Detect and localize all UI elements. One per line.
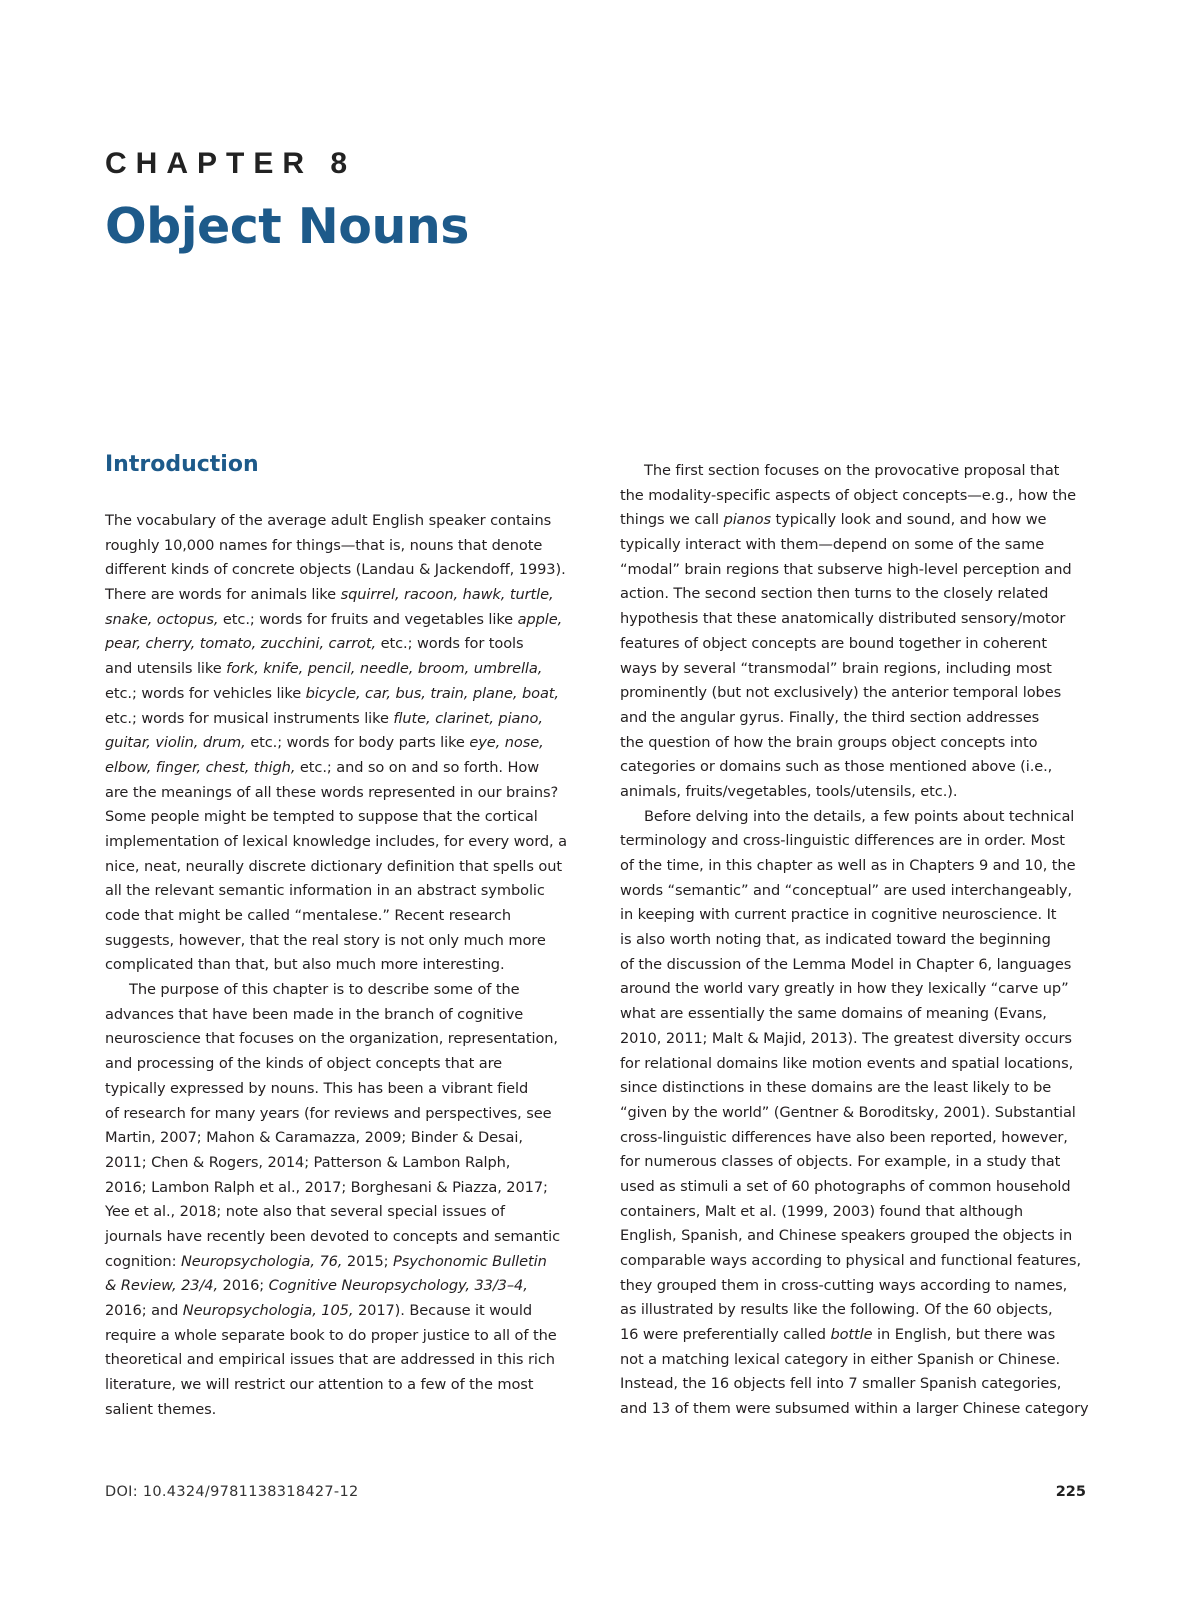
- text-line: hypothesis that these anatomically distributed sensory/motor: [620, 610, 1066, 628]
- text-line: and the angular gyrus. Finally, the third section addresses: [620, 708, 1040, 726]
- text-line: action. The second section then turns to the closely related: [620, 585, 1049, 603]
- text-line: words “semantic” and “conceptual” are used interchangeably,: [620, 881, 1072, 899]
- text-line: require a whole separate book to do proper justice to all of the: [105, 1326, 557, 1344]
- text-line: Some people might be tempted to suppose that the cortical: [105, 808, 538, 826]
- left-text-column: [105, 509, 565, 1422]
- text-line: prominently (but not exclusively) the anterior temporal lobes: [620, 684, 1062, 702]
- page-number: 225: [1055, 1484, 1086, 1500]
- text-line: not a matching lexical category in either Spanish or Chinese.: [620, 1350, 1060, 1368]
- text-line: 2010, 2011; Malt & Majid, 2013). The greatest diversity occurs: [620, 1029, 1072, 1047]
- text-line: roughly 10,000 names for things—that is, nouns that denote: [105, 536, 543, 554]
- text-line: English, Spanish, and Chinese speakers grouped the objects in: [620, 1227, 1073, 1245]
- text-line: advances that have been made in the branch of cognitive: [105, 1005, 524, 1023]
- text-line: elbow, finger, chest, thigh, etc.; and so on and so forth. How: [105, 758, 540, 776]
- text-line: pear, cherry, tomato, zucchini, carrot, etc.; words for tools: [105, 635, 524, 653]
- text-line: animals, fruits/vegetables, tools/utensils, etc.).: [620, 782, 958, 800]
- text-line: etc.; words for vehicles like bicycle, car, bus, train, plane, boat,: [105, 684, 559, 702]
- text-line: code that might be called “mentalese.” Recent research: [105, 907, 512, 924]
- text-line: and utensils like fork, knife, pencil, needle, broom, umbrella,: [105, 660, 543, 678]
- text-line: is also worth noting that, as indicated toward the beginning: [620, 931, 1051, 949]
- text-line: Martin, 2007; Mahon & Caramazza, 2009; Binder & Desai,: [105, 1129, 523, 1147]
- text-line: in keeping with current practice in cognitive neuroscience. It: [620, 906, 1057, 924]
- text-line: 2016; Lambon Ralph et al., 2017; Borghesani & Piazza, 2017;: [105, 1178, 548, 1196]
- text-line: Before delving into the details, a few points about technical: [644, 807, 1075, 825]
- text-line: and 13 of them were subsumed within a larger Chinese category: [620, 1400, 1089, 1418]
- text-line: of the time, in this chapter as well as in Chapters 9 and 10, the: [620, 857, 1076, 874]
- text-line: journals have recently been devoted to concepts and semantic: [105, 1227, 561, 1245]
- text-line: & Review, 23/4, 2016; Cognitive Neuropsychology, 33/3–4,: [105, 1277, 528, 1295]
- text-line: and processing of the kinds of object concepts that are: [105, 1055, 503, 1073]
- text-line: typically interact with them—depend on some of the same: [620, 536, 1045, 554]
- text-line: nice, neat, neurally discrete dictionary definition that spells out: [105, 857, 563, 875]
- text-line: what are essentially the same domains of meaning (Evans,: [620, 1005, 1047, 1023]
- text-line: for relational domains like motion events and spatial locations,: [620, 1054, 1074, 1072]
- text-line: used as stimuli a set of 60 photographs of common household: [620, 1177, 1071, 1195]
- text-line: salient themes.: [105, 1400, 217, 1418]
- text-line: Yee et al., 2018; note also that several special issues of: [105, 1203, 505, 1221]
- chapter-label: CHAPTER 8: [105, 147, 357, 180]
- text-line: as illustrated by results like the following. Of the 60 objects,: [620, 1301, 1053, 1319]
- text-line: features of object concepts are bound together in coherent: [620, 634, 1047, 652]
- text-line: The vocabulary of the average adult English speaker contains: [105, 512, 552, 529]
- text-line: There are words for animals like squirrel, racoon, hawk, turtle,: [105, 586, 554, 604]
- text-line: The purpose of this chapter is to describe some of the: [129, 981, 520, 999]
- text-line: different kinds of concrete objects (Landau & Jackendoff, 1993).: [105, 561, 566, 579]
- text-line: ways by several “transmodal” brain regions, including most: [620, 659, 1052, 677]
- text-line: theoretical and empirical issues that are addressed in this rich: [105, 1351, 555, 1369]
- text-line: literature, we will restrict our attention to a few of the most: [105, 1376, 534, 1394]
- text-line: 16 were preferentially called bottle in English, but there was: [620, 1326, 1056, 1344]
- text-line: cross-linguistic differences have also been reported, however,: [620, 1128, 1068, 1146]
- text-line: since distinctions in these domains are the least likely to be: [620, 1079, 1052, 1097]
- text-line: of research for many years (for reviews and perspectives, see: [105, 1104, 552, 1122]
- text-line: suggests, however, that the real story is not only much more: [105, 931, 546, 949]
- chapter-title: Object Nouns: [105, 198, 469, 255]
- doi: DOI: 10.4324/9781138318427-12: [105, 1484, 359, 1500]
- text-line: “modal” brain regions that subserve high-level perception and: [620, 560, 1072, 578]
- text-line: guitar, violin, drum, etc.; words for body parts like eye, nose,: [105, 734, 544, 752]
- text-line: 2011; Chen & Rogers, 2014; Patterson & Lambon Ralph,: [105, 1153, 511, 1171]
- section-heading-introduction: Introduction: [105, 452, 259, 477]
- text-line: the question of how the brain groups object concepts into: [620, 733, 1038, 751]
- text-line: cognition: Neuropsychologia, 76, 2015; Psychonomic Bulletin: [105, 1252, 547, 1270]
- text-line: categories or domains such as those mentioned above (i.e.,: [620, 758, 1053, 776]
- text-line: around the world vary greatly in how they lexically “carve up”: [620, 980, 1069, 998]
- text-line: snake, octopus, etc.; words for fruits and vegetables like apple,: [105, 610, 563, 628]
- text-line: complicated than that, but also much more interesting.: [105, 956, 505, 974]
- text-line: they grouped them in cross-cutting ways according to names,: [620, 1276, 1068, 1294]
- text-line: all the relevant semantic information in an abstract symbolic: [105, 882, 545, 900]
- text-line: terminology and cross-linguistic differences are in order. Most: [620, 832, 1065, 850]
- text-line: Instead, the 16 objects fell into 7 smaller Spanish categories,: [620, 1375, 1062, 1393]
- text-line: containers, Malt et al. (1999, 2003) found that although: [620, 1202, 1023, 1220]
- text-line: are the meanings of all these words represented in our brains?: [105, 783, 559, 801]
- text-line: etc.; words for musical instruments like flute, clarinet, piano,: [105, 709, 543, 727]
- text-line: The first section focuses on the provocative proposal that: [644, 462, 1060, 479]
- text-line: for numerous classes of objects. For example, in a study that: [620, 1153, 1061, 1171]
- text-line: comparable ways according to physical and functional features,: [620, 1252, 1081, 1269]
- text-line: the modality-specific aspects of object concepts—e.g., how the: [620, 486, 1076, 504]
- text-line: typically expressed by nouns. This has been a vibrant field: [105, 1079, 529, 1097]
- text-line: things we call pianos typically look and sound, and how we: [620, 511, 1047, 529]
- right-text-column: [620, 459, 1090, 1422]
- text-line: “given by the world” (Gentner & Boroditsky, 2001). Substantial: [620, 1103, 1076, 1121]
- text-line: implementation of lexical knowledge includes, for every word, a: [105, 832, 567, 850]
- text-line: 2016; and Neuropsychologia, 105, 2017). Because it would: [105, 1302, 533, 1319]
- text-line: neuroscience that focuses on the organization, representation,: [105, 1030, 558, 1048]
- text-line: of the discussion of the Lemma Model in Chapter 6, languages: [620, 955, 1072, 973]
